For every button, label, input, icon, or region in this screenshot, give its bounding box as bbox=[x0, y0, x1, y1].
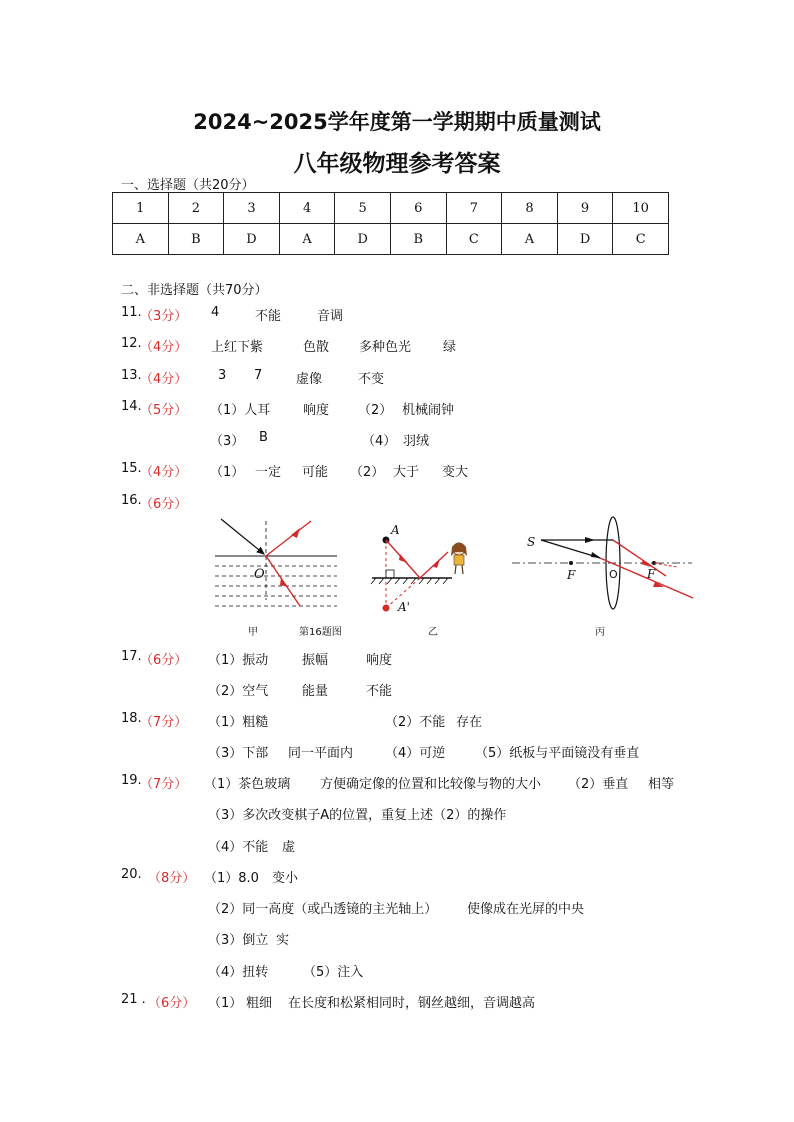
answer-text: 能量 bbox=[302, 684, 329, 699]
label-a-prime: A' bbox=[398, 600, 410, 614]
answer-text: 大于 bbox=[393, 465, 420, 480]
answer-text: （5）纸板与平面镜没有垂直 bbox=[475, 746, 640, 761]
answer-text: 同一平面内 bbox=[288, 746, 354, 761]
answer-text: 使像成在光屏的中央 bbox=[467, 902, 585, 917]
question-number: 19. bbox=[121, 773, 142, 788]
answer-text: 存在 bbox=[456, 715, 483, 730]
answer-text: （2） bbox=[358, 403, 393, 418]
reflected-ray-arrow bbox=[291, 528, 300, 538]
reflected-ray bbox=[266, 521, 311, 556]
choice-number: 3 bbox=[224, 193, 280, 224]
answer-text: （1）人耳 bbox=[210, 403, 271, 418]
caption-jia: 甲 bbox=[248, 627, 258, 638]
answer-text: 响度 bbox=[303, 403, 330, 418]
answer-text: 变大 bbox=[442, 465, 469, 480]
answer-text: 上红下紫 bbox=[211, 340, 264, 355]
answer-text: （2）同一高度（或凸透镜的主光轴上） bbox=[208, 902, 438, 917]
answer-text: 色散 bbox=[303, 340, 330, 355]
incident-ray bbox=[221, 519, 264, 554]
plane-mirror-diagram bbox=[371, 537, 467, 612]
answer-text: （3）下部 bbox=[208, 746, 269, 761]
answer-text: 机械闹钟 bbox=[402, 403, 455, 418]
answer-text: （4）不能 bbox=[208, 840, 269, 855]
label-o-lens: O bbox=[609, 568, 618, 581]
question-score: （3分） bbox=[140, 309, 188, 324]
question-score: （6分） bbox=[140, 653, 188, 668]
label-s: S bbox=[527, 535, 536, 549]
choice-number: 1 bbox=[113, 193, 169, 224]
answer-text: （2）空气 bbox=[208, 684, 269, 699]
right-angle-mark bbox=[386, 570, 394, 578]
answer-text: 在长度和松紧相同时，钢丝越细，音调越高 bbox=[288, 996, 536, 1011]
caption-figure-16: 第16题图 bbox=[299, 627, 342, 638]
question-score: （4分） bbox=[140, 465, 188, 480]
answer-text: B bbox=[259, 430, 268, 445]
answer-text: 3 bbox=[218, 368, 227, 383]
answer-text: （3）倒立 bbox=[208, 933, 269, 948]
answer-text: 7 bbox=[254, 368, 263, 383]
choice-answer: A bbox=[502, 224, 558, 255]
answer-text: 振幅 bbox=[302, 653, 329, 668]
answer-text: 不能 bbox=[366, 684, 393, 699]
refracted-ray-focus-arrow bbox=[641, 560, 651, 567]
question-number: 16. bbox=[121, 493, 142, 508]
choice-answer: A bbox=[113, 224, 169, 255]
question-score: （4分） bbox=[140, 340, 188, 355]
answer-text: （1） bbox=[210, 465, 245, 480]
question-number: 13. bbox=[121, 368, 142, 383]
choice-number: 5 bbox=[335, 193, 391, 224]
question-score: （8分） bbox=[148, 871, 196, 886]
question-score: （6分） bbox=[140, 497, 188, 512]
answer-text: （4）可逆 bbox=[385, 746, 446, 761]
center-ray-arrow bbox=[591, 552, 601, 558]
question-number: 17. bbox=[121, 649, 142, 664]
choice-number: 2 bbox=[168, 193, 224, 224]
label-f-right: F bbox=[647, 567, 656, 581]
question-number: 14. bbox=[121, 399, 142, 414]
answer-text: 绿 bbox=[443, 340, 457, 355]
incident-ray-arrow bbox=[399, 554, 408, 563]
choice-answer: D bbox=[557, 224, 613, 255]
choice-answer: B bbox=[168, 224, 224, 255]
answer-text: （5）注入 bbox=[303, 965, 364, 980]
refraction-diagram bbox=[215, 519, 337, 606]
refracted-ray-focus bbox=[613, 540, 666, 576]
choice-answer: B bbox=[390, 224, 446, 255]
answer-text: （3） bbox=[210, 434, 245, 449]
caption-bing: 丙 bbox=[595, 627, 605, 638]
choice-answer: D bbox=[224, 224, 280, 255]
answer-text: 音调 bbox=[317, 309, 344, 324]
choice-number: 7 bbox=[446, 193, 502, 224]
caption-yi: 乙 bbox=[428, 627, 438, 638]
question-score: （4分） bbox=[140, 372, 188, 387]
focus-point-left bbox=[569, 561, 573, 565]
answer-text: 响度 bbox=[366, 653, 393, 668]
question-score: （6分） bbox=[148, 996, 196, 1011]
section-1-heading: 一、选择题（共20分） bbox=[121, 178, 255, 193]
question-number: 15. bbox=[121, 461, 142, 476]
answer-text: （2）不能 bbox=[385, 715, 446, 730]
convex-lens-diagram bbox=[512, 517, 693, 609]
choice-answer: A bbox=[279, 224, 335, 255]
answer-text: 多种色光 bbox=[359, 340, 412, 355]
question-score: （7分） bbox=[140, 777, 188, 792]
answer-text: （1）振动 bbox=[208, 653, 269, 668]
answer-text: 4 bbox=[211, 305, 220, 320]
answer-text: 虚 bbox=[282, 840, 296, 855]
answer-text: （1）8.0 bbox=[204, 871, 259, 886]
section-2-heading: 二、非选择题（共70分） bbox=[121, 283, 268, 298]
answer-text: （4） bbox=[362, 434, 397, 449]
choice-answer: C bbox=[613, 224, 669, 255]
choice-number: 8 bbox=[502, 193, 558, 224]
answer-text: 变小 bbox=[272, 871, 299, 886]
title-line-2: 八年级物理参考答案 bbox=[293, 151, 501, 177]
answer-text: 虚像 bbox=[296, 372, 323, 387]
answer-text: 羽绒 bbox=[403, 434, 430, 449]
choice-number: 6 bbox=[390, 193, 446, 224]
choice-answer: C bbox=[446, 224, 502, 255]
answer-text: （1） bbox=[208, 996, 243, 1011]
answer-text: 实 bbox=[276, 933, 290, 948]
choice-number: 10 bbox=[613, 193, 669, 224]
answer-text: （3）多次改变棋子A的位置，重复上述（2）的操作 bbox=[208, 808, 507, 823]
answer-text: （4）扭转 bbox=[208, 965, 269, 980]
center-ray bbox=[541, 540, 600, 558]
label-a: A bbox=[391, 523, 400, 537]
answer-text: 相等 bbox=[648, 777, 675, 792]
question-score: （5分） bbox=[140, 403, 188, 418]
answer-text: 粗细 bbox=[246, 996, 273, 1011]
question-number: 18. bbox=[121, 711, 142, 726]
answer-text: 可能 bbox=[302, 465, 329, 480]
choice-number: 4 bbox=[279, 193, 335, 224]
question-number: 20. bbox=[121, 867, 142, 882]
girl-observer-icon bbox=[451, 543, 467, 575]
parallel-ray-arrow bbox=[585, 537, 595, 543]
answer-text: （1）粗糙 bbox=[208, 715, 269, 730]
question-score: （7分） bbox=[140, 715, 188, 730]
choice-answer: D bbox=[335, 224, 391, 255]
choice-number: 9 bbox=[557, 193, 613, 224]
question-number: 11. bbox=[121, 305, 142, 320]
answer-text: （2）垂直 bbox=[568, 777, 629, 792]
answer-text: 方便确定像的位置和比较像与物的大小 bbox=[320, 777, 542, 792]
answer-text: 一定 bbox=[255, 465, 282, 480]
answer-text: 不变 bbox=[358, 372, 385, 387]
question-number: 21 . bbox=[121, 992, 146, 1007]
label-o: O bbox=[254, 567, 265, 582]
answer-text: （2） bbox=[350, 465, 385, 480]
answer-text: 不能 bbox=[255, 309, 282, 324]
label-f-left: F bbox=[567, 568, 576, 582]
answer-text: （1）茶色玻璃 bbox=[204, 777, 291, 792]
question-number: 12. bbox=[121, 336, 142, 351]
title-line-1: 2024~2025学年度第一学期期中质量测试 bbox=[193, 110, 601, 134]
